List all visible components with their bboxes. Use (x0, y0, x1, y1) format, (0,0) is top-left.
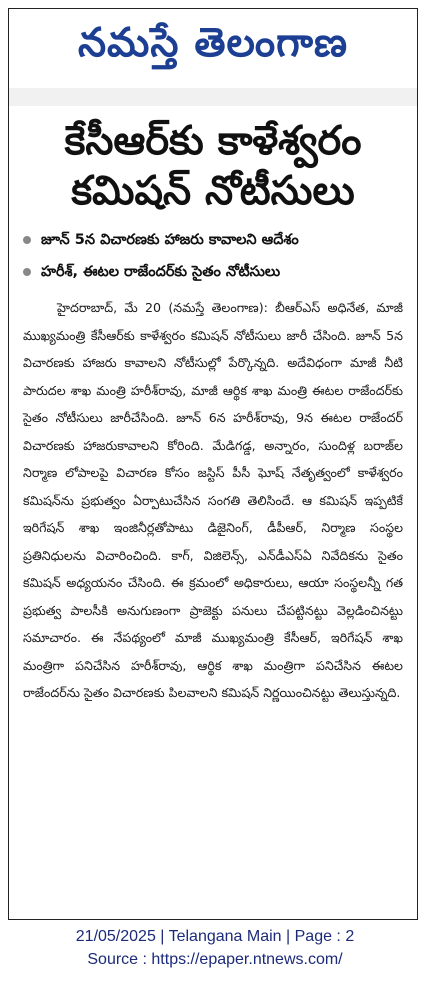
bullet-item (23, 224, 417, 256)
masthead-divider (9, 88, 417, 106)
footer-source: Source : https://epaper.ntnews.com/ (87, 951, 343, 968)
article (9, 106, 417, 918)
article-body: హైదరాబాద్‌, మే 20 (నమస్తే తెలంగాణ): బీఆర్‌ఎస్‌ అధినేత, మాజీ ముఖ్యమంత్రి కేసీఆర్‌కు కాళేశ్వరం కమిషన్‌ నోటీసులు జారీ చేసింది. జూన్‌ 5న విచారణకు హాజరు కావాలని నోటీసుల్లో పేర్కొన్నది. అదేవిధంగా మాజీ నీటి పారుదల శాఖ మంత్రి హరీశ్‌రావు, మాజీ ఆర్థిక శాఖ మంత్రి ఈటల రాజేందర్‌కు సైతం నోటీసులు జారీచేసింది. జూన్‌ 6న హరీశ్‌రావు, 9న ఈటల రాజేందర్‌ విచారణకు హాజరుకావాలని కోరింది. మేడిగడ్డ, అన్నారం, సుందిళ్ల బరాజ్‌ల నిర్మాణ లోపాలపై విచారణ కోసం జస్టిస్‌ పీసీ ఘోష్‌ నేతృత్వంలో కాళేశ్వరం కమిషన్‌ను ప్రభుత్వం ఏర్పాటుచేసిన సంగతి తెలిసిందే. ఆ కమిషన్‌ ఇప్పటికే ఇరిగేషన్‌ శాఖ ఇంజినీర్లతోపాటు డిజైనింగ్‌, డీపీఆర్‌, నిర్మాణ సంస్థల ప్రతినిధులను విచారించింది. కాగ్‌, విజిలెన్స్‌, ఎన్‌డీఎస్‌ఏ నివేదికను సైతం కమిషన్‌ అధ్యయనం చేసింది. ఈ క్రమంలో అధికారులు, ఆయా సంస్థలన్నీ గత ప్రభుత్వ పాలసీకి అనుగుణంగా ప్రాజెక్టు పనులు చేపట్టినట్టు వెల్లడించినట్టు సమాచారం. ఈ నేపథ్యంలో మాజీ ముఖ్యమంత్రి కేసీఆర్‌, ఇరిగేషన్‌ శాఖ మంత్రిగా పనిచేసిన హరీశ్‌రావు, ఆర్థిక శాఖ మంత్రిగా పనిచేసిన ఈటల రాజేందర్‌ను సైతం విచారణకు పిలవాలని కమిషన్‌ నిర్ణయించినట్టు తెలుస్తున్నది. (23, 300, 403, 700)
bullet-text: హరీశ్‌, ఈటల రాజేందర్‌కు సైతం నోటీసులు (41, 264, 281, 280)
footer-date-edition: 21/05/2025 | Telangana Main | Page : 2 (75, 928, 355, 945)
bullet-dot-icon (23, 236, 31, 244)
article-headline: కేసీఆర్‌కు కాళేశ్వరం కమిషన్‌ నోటీసులు (64, 118, 362, 214)
masthead (9, 9, 417, 87)
newspaper-title: నమస్తే తెలంగాణ (77, 20, 349, 66)
bullet-dot-icon (23, 268, 31, 276)
bullet-text: జూన్‌ 5న విచారణకు హాజరు కావాలని ఆదేశం (41, 232, 299, 248)
article-bullets (23, 224, 417, 288)
bullet-item (23, 256, 417, 288)
